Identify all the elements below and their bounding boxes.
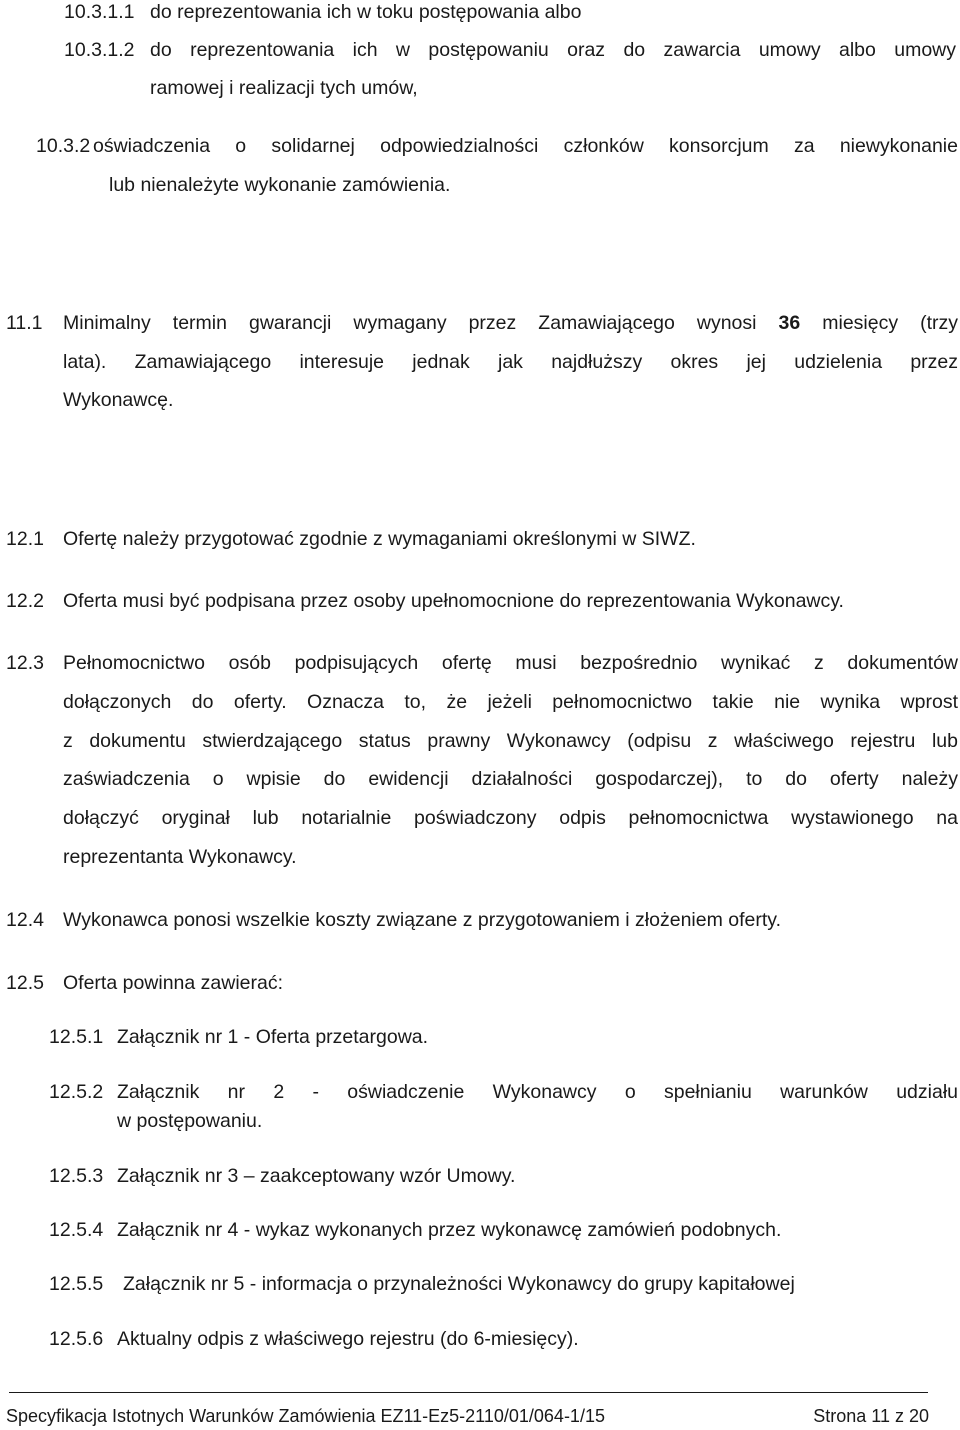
item-number: 12.5.5 (49, 1273, 104, 1295)
item-text: Aktualny odpis z właściwego rejestru (do 6-miesięcy). (117, 1328, 579, 1350)
footer-document-title: Specyfikacja Istotnych Warunków Zamówienia EZ11-Ez5-2110/01/064-1/15 (6, 1406, 605, 1426)
item-text: Załącznik nr 5 - informacja o przynależności Wykonawcy do grupy kapitałowej (123, 1273, 795, 1295)
item-text: Ofertę należy przygotować zgodnie z wymaganiami określonymi w SIWZ. (63, 528, 696, 550)
item-text: Wykonawca ponosi wszelkie koszty związane z przygotowaniem i złożeniem oferty. (63, 909, 782, 931)
list-item (64, 38, 134, 62)
item-number: 12.2 (6, 590, 44, 612)
item-number: 12.5.1 (49, 1026, 104, 1048)
item-number: 12.1 (6, 528, 44, 550)
footer-page-number: Strona 11 z 20 (813, 1406, 929, 1426)
item-text: z dokumentu stwierdzającego status prawny Wykonawcy (odpisu z właściwego rejestru lub (63, 730, 958, 752)
item-text (63, 311, 958, 335)
item-text: Wykonawcę. (63, 389, 174, 411)
item-number: 12.5.3 (49, 1165, 104, 1187)
text-run-bold: 36 (778, 312, 801, 334)
text-run: Minimalny termin gwarancji wymagany przez Zamawiającego wynosi (63, 312, 757, 334)
text-run: miesięcy (trzy (822, 312, 959, 334)
list-item (64, 0, 582, 24)
item-text: w postępowaniu. (117, 1110, 263, 1132)
item-text: Oferta musi być podpisana przez osoby upełnomocnione do reprezentowania Wykonawcy. (63, 590, 844, 612)
footer-rule (9, 1392, 928, 1393)
item-text: zaświadczenia o wpisie do ewidencji działalności gospodarczej), to do oferty należy (63, 768, 958, 790)
item-number: 10.3.2 (36, 135, 91, 157)
item-text: Załącznik nr 2 - oświadczenie Wykonawcy o spełnianiu warunków udziału (117, 1081, 958, 1103)
item-text: lata). Zamawiającego interesuje jednak jak najdłuższy okres jej udzielenia przez (63, 351, 958, 373)
item-text: Załącznik nr 4 - wykaz wykonanych przez wykonawcę zamówień podobnych. (117, 1219, 782, 1241)
item-text: ramowej i realizacji tych umów, (150, 77, 418, 99)
item-number: 10.3.1.1 (64, 1, 135, 23)
item-text: do reprezentowania ich w postępowaniu oraz do zawarcia umowy albo umowy (150, 39, 956, 61)
item-number: 12.5.4 (49, 1219, 104, 1241)
item-text: Załącznik nr 1 - Oferta przetargowa. (117, 1026, 429, 1048)
item-text: lub nienależyte wykonanie zamówienia. (109, 174, 451, 196)
item-number: 12.5.2 (49, 1081, 104, 1103)
item-number: 12.3 (6, 652, 44, 674)
item-number: 12.5 (6, 972, 44, 994)
item-text: reprezentanta Wykonawcy. (63, 846, 297, 868)
item-text: Pełnomocnictwo osób podpisujących ofertę musi bezpośrednio wynikać z dokumentów (63, 652, 958, 674)
item-text: do reprezentowania ich w toku postępowania albo (150, 1, 582, 23)
item-number: 11.1 (6, 312, 43, 334)
item-text: dołączonych do oferty. Oznacza to, że jeżeli pełnomocnictwo takie nie wynika wprost (63, 691, 958, 713)
item-text: Oferta powinna zawierać: (63, 972, 284, 994)
item-number: 10.3.1.2 (64, 39, 135, 61)
item-text: oświadczenia o solidarnej odpowiedzialności członków konsorcjum za niewykonanie (93, 135, 958, 157)
item-text: Załącznik nr 3 – zaakceptowany wzór Umowy. (117, 1165, 516, 1187)
item-number: 12.4 (6, 909, 44, 931)
item-number: 12.5.6 (49, 1328, 104, 1350)
item-text: dołączyć oryginał lub notarialnie poświadczony odpis pełnomocnictwa wystawionego na (63, 807, 958, 829)
